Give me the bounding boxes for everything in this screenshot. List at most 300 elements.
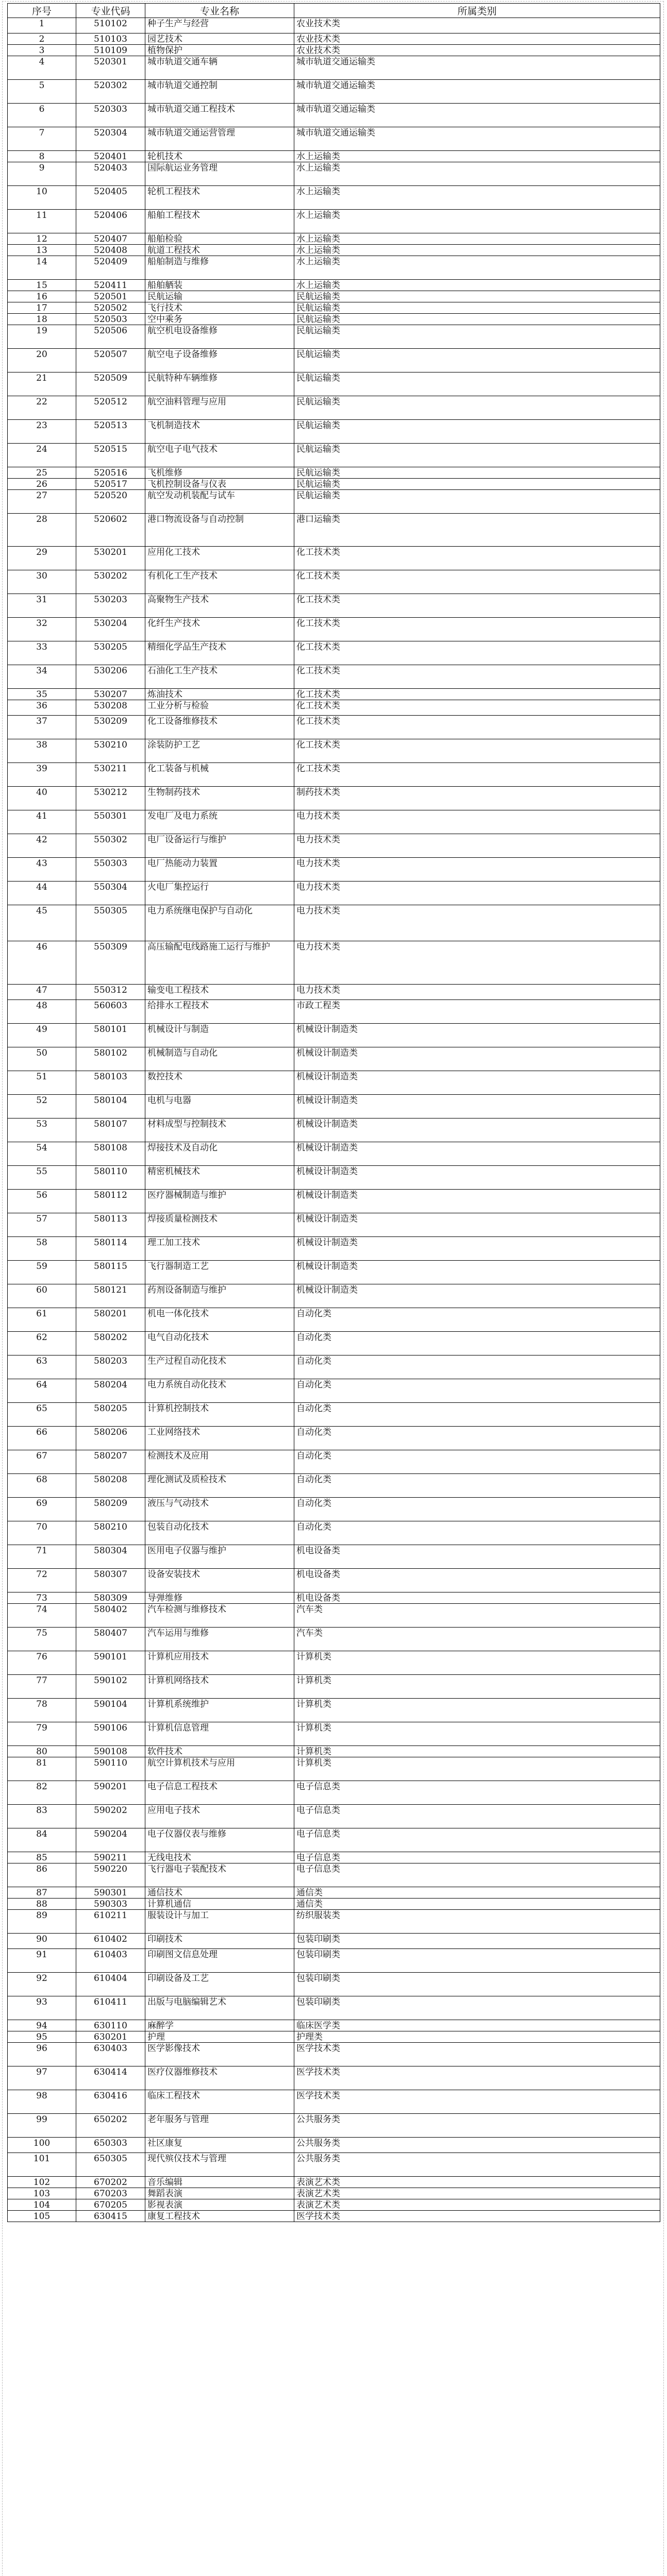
row-code: 550304	[76, 882, 145, 905]
row-code: 590303	[76, 1899, 145, 1910]
row-seq: 75	[8, 1628, 76, 1651]
row-name: 医学影像技术	[145, 2043, 294, 2066]
row-category: 城市轨道交通运输类	[294, 80, 660, 104]
row-name: 船舶工程技术	[145, 210, 294, 233]
row-code: 520408	[76, 245, 145, 256]
row-name: 护理	[145, 2031, 294, 2043]
row-category: 电力技术类	[294, 834, 660, 858]
row-category: 水上运输类	[294, 151, 660, 162]
table-row	[8, 514, 660, 547]
row-code: 580113	[76, 1213, 145, 1237]
table-row	[8, 1910, 660, 1934]
row-name: 国际航运业务管理	[145, 162, 294, 186]
table-row	[8, 1949, 660, 1973]
row-category: 计算机类	[294, 1746, 660, 1757]
table-row	[8, 689, 660, 700]
row-code: 530203	[76, 594, 145, 618]
row-seq: 16	[8, 291, 76, 302]
row-seq: 2	[8, 33, 76, 45]
row-name: 航空油料管理与应用	[145, 396, 294, 420]
row-code: 520506	[76, 325, 145, 349]
table-row	[8, 2153, 660, 2177]
row-seq: 48	[8, 1000, 76, 1024]
row-category: 计算机类	[294, 1757, 660, 1781]
row-name: 高压输配电线路施工运行与维护	[145, 941, 294, 985]
row-name: 输变电工程技术	[145, 985, 294, 1000]
header-code: 专业代码	[76, 4, 145, 18]
row-code: 580121	[76, 1284, 145, 1308]
row-code: 520409	[76, 256, 145, 280]
table-row	[8, 1996, 660, 2020]
table-row	[8, 1000, 660, 1024]
row-category: 化工技术类	[294, 618, 660, 641]
row-category: 城市轨道交通运输类	[294, 127, 660, 151]
row-seq: 72	[8, 1569, 76, 1592]
row-seq: 103	[8, 2188, 76, 2199]
row-seq: 61	[8, 1308, 76, 1332]
table-row	[8, 1450, 660, 1474]
row-seq: 73	[8, 1592, 76, 1604]
row-seq: 90	[8, 1934, 76, 1949]
row-name: 船舶制造与维修	[145, 256, 294, 280]
row-code: 610402	[76, 1934, 145, 1949]
row-seq: 86	[8, 1863, 76, 1887]
row-code: 580207	[76, 1450, 145, 1474]
table-row	[8, 2020, 660, 2031]
row-seq: 102	[8, 2177, 76, 2188]
table-row	[8, 1237, 660, 1261]
row-name: 城市轨道交通车辆	[145, 56, 294, 80]
row-code: 580115	[76, 1261, 145, 1284]
row-seq: 35	[8, 689, 76, 700]
row-name: 空中乘务	[145, 314, 294, 325]
row-category: 化工技术类	[294, 763, 660, 787]
table-row	[8, 1781, 660, 1805]
table-row	[8, 570, 660, 594]
row-seq: 37	[8, 716, 76, 739]
row-seq: 51	[8, 1071, 76, 1095]
table-row	[8, 1071, 660, 1095]
table-row	[8, 1887, 660, 1899]
row-seq: 64	[8, 1379, 76, 1403]
row-name: 飞行技术	[145, 302, 294, 314]
row-seq: 4	[8, 56, 76, 80]
row-code: 530206	[76, 665, 145, 689]
row-seq: 31	[8, 594, 76, 618]
table-row	[8, 1805, 660, 1828]
row-name: 出版与电脑编辑艺术	[145, 1996, 294, 2020]
row-seq: 13	[8, 245, 76, 256]
table-row	[8, 1213, 660, 1237]
table-row	[8, 1095, 660, 1118]
row-code: 580202	[76, 1332, 145, 1355]
row-category: 市政工程类	[294, 1000, 660, 1024]
row-code: 520411	[76, 280, 145, 291]
row-name: 工业网络技术	[145, 1427, 294, 1450]
row-seq: 40	[8, 787, 76, 810]
row-category: 民航运输类	[294, 444, 660, 467]
row-code: 580101	[76, 1024, 145, 1047]
row-code: 590201	[76, 1781, 145, 1805]
row-code: 580209	[76, 1498, 145, 1521]
row-name: 石油化工生产技术	[145, 665, 294, 689]
row-code: 520501	[76, 291, 145, 302]
row-seq: 58	[8, 1237, 76, 1261]
row-name: 医疗器械制造与维护	[145, 1190, 294, 1213]
row-name: 植物保护	[145, 45, 294, 56]
row-code: 590211	[76, 1852, 145, 1863]
row-name: 印刷图文信息处理	[145, 1949, 294, 1973]
table-row	[8, 186, 660, 210]
row-code: 550305	[76, 905, 145, 941]
row-category: 民航运输类	[294, 349, 660, 372]
row-name: 材料成型与控制技术	[145, 1118, 294, 1142]
table-row	[8, 1863, 660, 1887]
row-code: 630415	[76, 2211, 145, 2222]
row-code: 520513	[76, 420, 145, 444]
table-row	[8, 985, 660, 1000]
row-name: 电厂设备运行与维护	[145, 834, 294, 858]
row-seq: 89	[8, 1910, 76, 1934]
table-row	[8, 2031, 660, 2043]
row-code: 630110	[76, 2020, 145, 2031]
table-row	[8, 127, 660, 151]
row-name: 舞蹈表演	[145, 2188, 294, 2199]
row-seq: 104	[8, 2199, 76, 2211]
table-row	[8, 1118, 660, 1142]
row-code: 630414	[76, 2066, 145, 2090]
row-seq: 77	[8, 1675, 76, 1699]
row-category: 制药技术类	[294, 787, 660, 810]
table-row	[8, 2199, 660, 2211]
table-row	[8, 396, 660, 420]
row-name: 航空电子设备维修	[145, 349, 294, 372]
row-name: 计算机信息管理	[145, 1722, 294, 1746]
row-code: 520406	[76, 210, 145, 233]
table-row	[8, 2043, 660, 2066]
row-category: 机电设备类	[294, 1569, 660, 1592]
row-code: 590204	[76, 1828, 145, 1852]
table-row	[8, 1604, 660, 1628]
row-code: 530211	[76, 763, 145, 787]
row-category: 化工技术类	[294, 716, 660, 739]
table-row	[8, 1828, 660, 1852]
row-category: 自动化类	[294, 1355, 660, 1379]
row-code: 580103	[76, 1071, 145, 1095]
row-code: 590202	[76, 1805, 145, 1828]
row-seq: 96	[8, 2043, 76, 2066]
table-row	[8, 1757, 660, 1781]
row-code: 670205	[76, 2199, 145, 2211]
table-row	[8, 45, 660, 56]
row-seq: 12	[8, 233, 76, 245]
row-code: 520301	[76, 56, 145, 80]
row-category: 汽车类	[294, 1628, 660, 1651]
row-name: 机械制造与自动化	[145, 1047, 294, 1071]
row-category: 民航运输类	[294, 467, 660, 479]
table-row	[8, 1592, 660, 1604]
row-code: 580407	[76, 1628, 145, 1651]
row-name: 种子生产与经营	[145, 18, 294, 33]
table-row	[8, 1142, 660, 1166]
row-category: 电力技术类	[294, 905, 660, 941]
row-name: 飞行器制造工艺	[145, 1261, 294, 1284]
row-seq: 54	[8, 1142, 76, 1166]
row-seq: 82	[8, 1781, 76, 1805]
row-category: 医学技术类	[294, 2066, 660, 2090]
table-row	[8, 834, 660, 858]
row-name: 汽车运用与维修	[145, 1628, 294, 1651]
table-row	[8, 1545, 660, 1569]
row-category: 自动化类	[294, 1379, 660, 1403]
row-seq: 92	[8, 1973, 76, 1996]
row-seq: 5	[8, 80, 76, 104]
row-category: 表演艺术类	[294, 2188, 660, 2199]
row-category: 机械设计制造类	[294, 1142, 660, 1166]
row-category: 自动化类	[294, 1450, 660, 1474]
row-code: 520401	[76, 151, 145, 162]
row-category: 水上运输类	[294, 186, 660, 210]
table-row	[8, 810, 660, 834]
table-row	[8, 594, 660, 618]
row-seq: 49	[8, 1024, 76, 1047]
row-seq: 39	[8, 763, 76, 787]
row-name: 包装自动化技术	[145, 1521, 294, 1545]
row-seq: 14	[8, 256, 76, 280]
row-category: 化工技术类	[294, 641, 660, 665]
table-row	[8, 1675, 660, 1699]
table-row	[8, 245, 660, 256]
row-category: 自动化类	[294, 1498, 660, 1521]
row-category: 计算机类	[294, 1722, 660, 1746]
table-row	[8, 2090, 660, 2114]
row-seq: 100	[8, 2138, 76, 2153]
row-code: 530209	[76, 716, 145, 739]
row-code: 580203	[76, 1355, 145, 1379]
row-name: 飞机制造技术	[145, 420, 294, 444]
row-seq: 10	[8, 186, 76, 210]
row-seq: 43	[8, 858, 76, 882]
row-category: 水上运输类	[294, 245, 660, 256]
table-row	[8, 467, 660, 479]
row-code: 520517	[76, 479, 145, 490]
row-code: 590220	[76, 1863, 145, 1887]
row-category: 机械设计制造类	[294, 1284, 660, 1308]
row-name: 机械设计与制造	[145, 1024, 294, 1047]
row-seq: 17	[8, 302, 76, 314]
row-code: 550303	[76, 858, 145, 882]
row-name: 药剂设备制造与维护	[145, 1284, 294, 1308]
table-row	[8, 1746, 660, 1757]
row-seq: 1	[8, 18, 76, 33]
row-category: 电子信息类	[294, 1863, 660, 1887]
row-seq: 19	[8, 325, 76, 349]
row-seq: 99	[8, 2114, 76, 2138]
row-code: 580110	[76, 1166, 145, 1190]
row-code: 520507	[76, 349, 145, 372]
table-row	[8, 1284, 660, 1308]
row-category: 机械设计制造类	[294, 1047, 660, 1071]
row-code: 630201	[76, 2031, 145, 2043]
row-seq: 38	[8, 739, 76, 763]
row-name: 航道工程技术	[145, 245, 294, 256]
row-name: 轮机工程技术	[145, 186, 294, 210]
table-row	[8, 1498, 660, 1521]
row-category: 计算机类	[294, 1675, 660, 1699]
row-code: 590108	[76, 1746, 145, 1757]
row-name: 软件技术	[145, 1746, 294, 1757]
row-code: 580112	[76, 1190, 145, 1213]
row-name: 涂装防护工艺	[145, 739, 294, 763]
row-seq: 71	[8, 1545, 76, 1569]
row-category: 机械设计制造类	[294, 1190, 660, 1213]
row-category: 护理类	[294, 2031, 660, 2043]
row-category: 公共服务类	[294, 2153, 660, 2177]
row-name: 通信技术	[145, 1887, 294, 1899]
row-name: 计算机系统维护	[145, 1699, 294, 1722]
table-row	[8, 349, 660, 372]
table-row	[8, 858, 660, 882]
row-category: 城市轨道交通运输类	[294, 104, 660, 127]
row-code: 580309	[76, 1592, 145, 1604]
table-row	[8, 420, 660, 444]
row-seq: 80	[8, 1746, 76, 1757]
row-name: 临床工程技术	[145, 2090, 294, 2114]
table-row	[8, 1190, 660, 1213]
table-row	[8, 280, 660, 291]
table-row	[8, 233, 660, 245]
row-category: 化工技术类	[294, 739, 660, 763]
row-seq: 56	[8, 1190, 76, 1213]
row-seq: 55	[8, 1166, 76, 1190]
row-code: 590101	[76, 1651, 145, 1675]
row-code: 520407	[76, 233, 145, 245]
row-code: 580307	[76, 1569, 145, 1592]
row-category: 自动化类	[294, 1403, 660, 1427]
table-row	[8, 210, 660, 233]
row-category: 水上运输类	[294, 280, 660, 291]
row-code: 630416	[76, 2090, 145, 2114]
row-category: 机械设计制造类	[294, 1261, 660, 1284]
table-row	[8, 1628, 660, 1651]
row-code: 590301	[76, 1887, 145, 1899]
row-code: 520303	[76, 104, 145, 127]
row-code: 520403	[76, 162, 145, 186]
row-name: 导弹维修	[145, 1592, 294, 1604]
row-name: 医用电子仪器与维护	[145, 1545, 294, 1569]
row-seq: 59	[8, 1261, 76, 1284]
row-name: 老年服务与管理	[145, 2114, 294, 2138]
row-seq: 44	[8, 882, 76, 905]
row-name: 检测技术及应用	[145, 1450, 294, 1474]
row-name: 航空发动机装配与试车	[145, 490, 294, 514]
row-category: 机械设计制造类	[294, 1166, 660, 1190]
row-category: 电子信息类	[294, 1781, 660, 1805]
row-category: 机械设计制造类	[294, 1118, 660, 1142]
table-row	[8, 479, 660, 490]
row-code: 530201	[76, 547, 145, 570]
table-row	[8, 302, 660, 314]
table-row	[8, 1934, 660, 1949]
row-seq: 29	[8, 547, 76, 570]
row-code: 550309	[76, 941, 145, 985]
row-name: 印刷技术	[145, 1934, 294, 1949]
row-seq: 50	[8, 1047, 76, 1071]
row-code: 590106	[76, 1722, 145, 1746]
table-row	[8, 56, 660, 80]
table-row	[8, 941, 660, 985]
row-code: 530212	[76, 787, 145, 810]
row-category: 农业技术类	[294, 33, 660, 45]
row-category: 民航运输类	[294, 396, 660, 420]
row-seq: 53	[8, 1118, 76, 1142]
row-category: 纺织服装类	[294, 1910, 660, 1934]
row-name: 液压与气动技术	[145, 1498, 294, 1521]
table-row	[8, 763, 660, 787]
row-code: 580205	[76, 1403, 145, 1427]
table-row	[8, 1651, 660, 1675]
table-row	[8, 1355, 660, 1379]
row-name: 理工加工技术	[145, 1237, 294, 1261]
row-code: 520602	[76, 514, 145, 547]
row-name: 影视表演	[145, 2199, 294, 2211]
row-seq: 105	[8, 2211, 76, 2222]
row-code: 580201	[76, 1308, 145, 1332]
row-name: 电子仪器仪表与维修	[145, 1828, 294, 1852]
row-code: 580108	[76, 1142, 145, 1166]
row-name: 生物制药技术	[145, 787, 294, 810]
row-name: 飞机控制设备与仪表	[145, 479, 294, 490]
row-name: 民航运输	[145, 291, 294, 302]
row-category: 计算机类	[294, 1699, 660, 1722]
row-seq: 46	[8, 941, 76, 985]
table-row	[8, 905, 660, 941]
row-name: 社区康复	[145, 2138, 294, 2153]
table-row	[8, 787, 660, 810]
row-name: 麻醉学	[145, 2020, 294, 2031]
row-category: 机械设计制造类	[294, 1095, 660, 1118]
row-code: 510103	[76, 33, 145, 45]
row-seq: 32	[8, 618, 76, 641]
row-category: 化工技术类	[294, 700, 660, 716]
table-row	[8, 372, 660, 396]
row-category: 计算机类	[294, 1651, 660, 1675]
row-category: 包装印刷类	[294, 1934, 660, 1949]
row-name: 音乐编辑	[145, 2177, 294, 2188]
table-row	[8, 151, 660, 162]
row-code: 550312	[76, 985, 145, 1000]
row-name: 焊接技术及自动化	[145, 1142, 294, 1166]
table-row	[8, 1521, 660, 1545]
row-category: 水上运输类	[294, 233, 660, 245]
row-category: 水上运输类	[294, 256, 660, 280]
row-category: 民航运输类	[294, 314, 660, 325]
table-row	[8, 1261, 660, 1284]
row-code: 560603	[76, 1000, 145, 1024]
row-code: 580210	[76, 1521, 145, 1545]
table-row	[8, 2114, 660, 2138]
table-row	[8, 2066, 660, 2090]
row-seq: 27	[8, 490, 76, 514]
table-row	[8, 641, 660, 665]
row-seq: 66	[8, 1427, 76, 1450]
row-name: 航空机电设备维修	[145, 325, 294, 349]
table-row	[8, 882, 660, 905]
table-row	[8, 33, 660, 45]
row-category: 包装印刷类	[294, 1949, 660, 1973]
row-seq: 62	[8, 1332, 76, 1355]
row-code: 670203	[76, 2188, 145, 2199]
